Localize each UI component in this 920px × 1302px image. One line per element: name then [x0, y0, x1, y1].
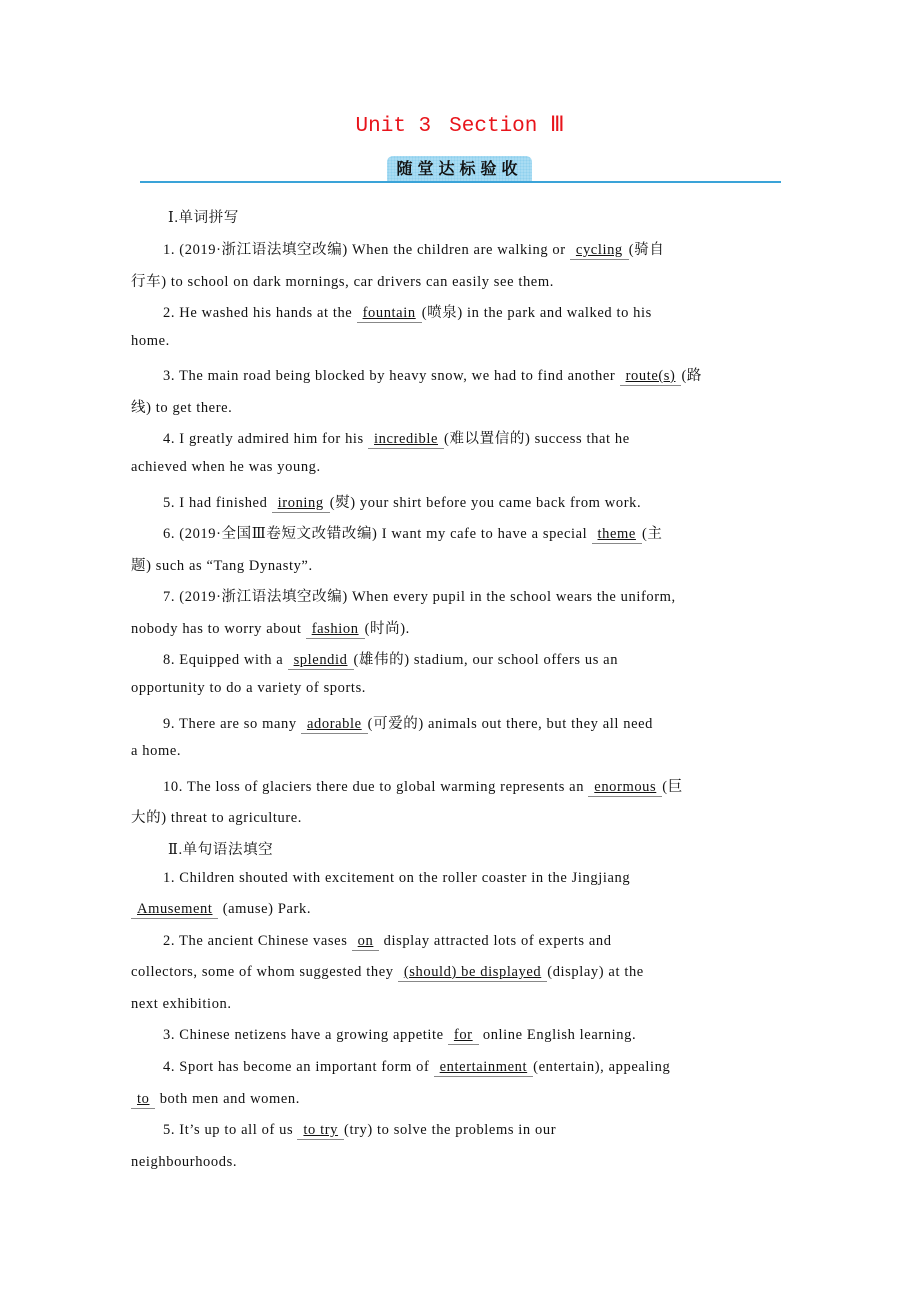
q6-line1: 6. (2019·全国Ⅲ卷短文改错改编) I want my cafe to have a special theme (主: [163, 526, 663, 542]
q10-line1: 10. The loss of glaciers there due to global warming represents an enormous (巨: [163, 779, 683, 795]
p2-q5-line2: neighbourhoods.: [131, 1154, 238, 1170]
page-title: [0, 112, 920, 138]
section-banner: [140, 156, 781, 184]
p2-q5-line1: 5. It’s up to all of us to try (try) to solve the problems in our: [163, 1122, 557, 1138]
answer-blank: splendid: [288, 652, 354, 670]
part2-heading: Ⅱ.单句语法填空: [168, 842, 274, 858]
answer-blank: ironing: [272, 495, 330, 513]
answer-blank: (should) be displayed: [398, 964, 547, 982]
answer-blank: theme: [592, 526, 642, 544]
section-label: Section Ⅲ: [449, 115, 565, 138]
answer-blank: for: [448, 1027, 479, 1045]
part1-heading: Ⅰ.单词拼写: [168, 210, 239, 226]
q2-line2: home.: [131, 333, 170, 349]
unit-label: Unit 3: [355, 115, 432, 138]
q9-line1: 9. There are so many adorable (可爱的) animals out there, but they all need: [163, 716, 653, 732]
p2-q3-line1: 3. Chinese netizens have a growing appetite for online English learning.: [163, 1027, 637, 1043]
q8-line2: opportunity to do a variety of sports.: [131, 680, 367, 696]
answer-blank: route(s): [620, 368, 682, 386]
banner-label: 随堂达标验收: [387, 156, 532, 181]
q1-line1: 1. (2019·浙江语法填空改编) When the children are walking or cycling (骑自: [163, 242, 665, 258]
p2-q4-line2: to both men and women.: [131, 1091, 300, 1109]
answer-blank: incredible: [368, 431, 444, 449]
banner-divider: [140, 181, 781, 183]
answer-blank: enormous: [588, 779, 662, 797]
p2-q2-line1: 2. The ancient Chinese vases on display attracted lots of experts and: [163, 933, 612, 949]
q7-line1: 7. (2019·浙江语法填空改编) When every pupil in the school wears the uniform,: [163, 589, 676, 605]
answer-blank: cycling: [570, 242, 629, 260]
answer-blank: on: [352, 933, 380, 951]
p2-q1-line2: Amusement (amuse) Park.: [131, 901, 311, 919]
answer-blank: fashion: [306, 621, 365, 639]
answer-blank: entertainment: [434, 1059, 534, 1077]
answer-blank: to try: [297, 1122, 344, 1140]
q8-line1: 8. Equipped with a splendid (雄伟的) stadium, our school offers us an: [163, 652, 619, 668]
q6-line2: 题) such as “Tang Dynasty”.: [131, 558, 313, 574]
q3-line2: 线) to get there.: [131, 400, 233, 416]
q2-line1: 2. He washed his hands at the fountain (喷泉) in the park and walked to his: [163, 305, 652, 321]
answer-blank: fountain: [357, 305, 422, 323]
q4-line2: achieved when he was young.: [131, 459, 321, 475]
q10-line2: 大的) threat to agriculture.: [131, 810, 303, 826]
answer-blank: adorable: [301, 716, 368, 734]
q3-line1: 3. The main road being blocked by heavy snow, we had to find another route(s) (路: [163, 368, 702, 384]
answer-blank: to: [131, 1091, 155, 1109]
q5-line1: 5. I had finished ironing (熨) your shirt before you came back from work.: [163, 495, 642, 511]
q9-line2: a home.: [131, 743, 182, 759]
p2-q1-line1: 1. Children shouted with excitement on the roller coaster in the Jingjiang: [163, 870, 631, 886]
p2-q4-line1: 4. Sport has become an important form of entertainment (entertain), appealing: [163, 1059, 671, 1075]
p2-q2-line2: collectors, some of whom suggested they (should) be displayed (display) at the: [131, 964, 644, 980]
answer-blank: Amusement: [131, 901, 218, 919]
q1-line2: 行车) to school on dark mornings, car drivers can easily see them.: [131, 274, 554, 290]
p2-q2-line3: next exhibition.: [131, 996, 232, 1012]
q7-line2: nobody has to worry about fashion (时尚).: [131, 621, 410, 637]
q4-line1: 4. I greatly admired him for his incredible (难以置信的) success that he: [163, 431, 630, 447]
